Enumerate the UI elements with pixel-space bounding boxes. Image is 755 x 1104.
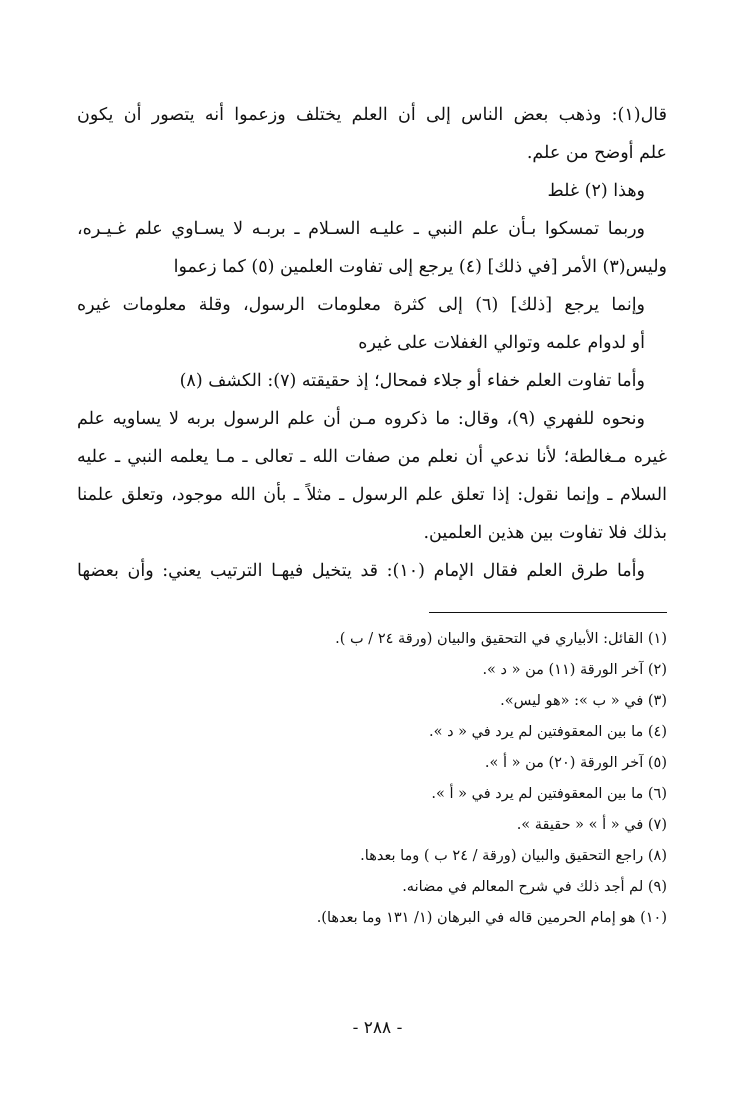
footnote-7: (٧) في « أ » « حقيقة ». bbox=[516, 817, 667, 833]
text-line-7: أو لدوام علمه وتوالي الغفلات على غيره bbox=[358, 333, 645, 353]
footnote-5: (٥) آخر الورقة (٢٠) من « أ ». bbox=[484, 755, 667, 771]
text-line-9: ونحوه للفهري (٩)، وقال: ما ذكروه مـن أن علم الرسول بربه لا يساويه علم bbox=[77, 409, 645, 429]
footnote-9: (٩) لم أجد ذلك في شرح المعالم في مضانه. bbox=[402, 879, 667, 895]
footnote-6: (٦) ما بين المعقوفتين لم يرد في « أ ». bbox=[431, 786, 667, 802]
footnote-2: (٢) آخر الورقة (١١) من « د ». bbox=[482, 662, 667, 678]
main-text bbox=[77, 96, 667, 590]
footnotes bbox=[77, 624, 667, 934]
footnote-3: (٣) في « ب »: «هو ليس». bbox=[500, 693, 667, 709]
footnote-8: (٨) راجع التحقيق والبيان (ورقة / ٢٤ ب ) وما بعدها. bbox=[360, 848, 667, 864]
text-line-8: وأما تفاوت العلم خفاء أو جلاء فمحال؛ إذ حقيقته (٧): الكشف (٨) bbox=[179, 371, 645, 391]
footnote-4: (٤) ما بين المعقوفتين لم يرد في « د ». bbox=[429, 724, 667, 740]
text-line-3: وهذا (٢) غلط bbox=[547, 181, 645, 201]
footnote-1: (١) القائل: الأبياري في التحقيق والبيان (ورقة ٢٤ / ب ). bbox=[335, 631, 667, 647]
footnote-10: (١٠) هو إمام الحرمين قاله في البرهان (١/ ١٣١ وما بعدها). bbox=[316, 910, 667, 926]
footnote-separator bbox=[429, 612, 667, 613]
text-line-2: علم أوضح من علم. bbox=[526, 143, 667, 163]
text-line-6: وإنما يرجع [ذلك] (٦) إلى كثرة معلومات الرسول، وقلة معلومات غيره bbox=[77, 295, 646, 315]
text-line-10: غيره مـغالطة؛ لأنا ندعي أن نعلم من صفات الله ـ تعالى ـ مـا يعلمه النبي ـ عليه bbox=[77, 447, 667, 467]
text-line-5: وليس(٣) الأمر [في ذلك] (٤) يرجع إلى تفاوت العلمين (٥) كما زعموا bbox=[173, 257, 667, 277]
page-number: - ٢٨٨ - bbox=[352, 1018, 403, 1038]
text-line-12: بذلك فلا تفاوت بين هذين العلمين. bbox=[423, 523, 667, 543]
text-line-1: قال(١): وذهب بعض الناس إلى أن العلم يختلف وزعموا أنه يتصور أن يكون bbox=[77, 105, 667, 125]
text-line-11: السلام ـ وإنما نقول: إذا تعلق علم الرسول ـ مثلاً ـ بأن الله موجود، وتعلق علمنا bbox=[77, 485, 667, 505]
text-line-4: وربما تمسكوا بـأن علم النبي ـ عليـه السـلام ـ بربـه لا يسـاوي علم غـيـره، bbox=[77, 219, 645, 239]
text-line-13: وأما طرق العلم فقال الإمام (١٠): قد يتخيل فيهـا الترتيب يعني: وأن بعضها bbox=[77, 561, 645, 581]
